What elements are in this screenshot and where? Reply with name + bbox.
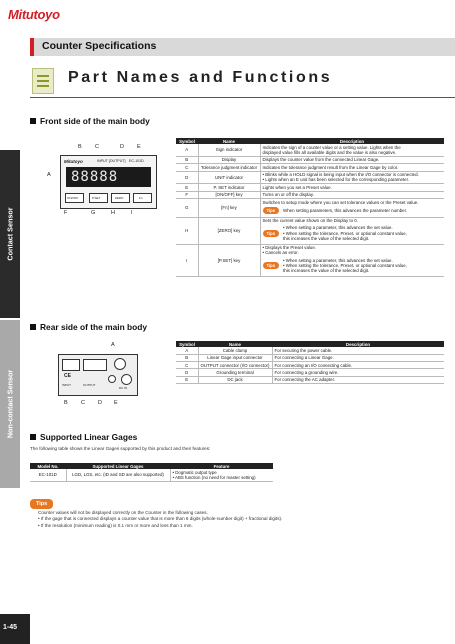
- gages-table: [30, 463, 273, 482]
- feature-cell: [170, 469, 273, 481]
- description-cell: For connecting a Linear Gage.: [272, 354, 444, 361]
- rear-callout-d: D: [98, 400, 102, 406]
- rear-callout-b: B: [64, 400, 68, 406]
- table-row: [176, 361, 444, 368]
- rear-section-heading: Rear side of the main body: [30, 322, 147, 332]
- table-header-cell: Name: [198, 341, 272, 347]
- name-cell: [ON/OFF] key: [198, 191, 260, 198]
- gages-cell: LGD, LGS, etc. (ID and SD are also supported): [66, 469, 170, 481]
- display-digits: 88888: [71, 169, 119, 185]
- callout-h: H: [111, 210, 115, 216]
- tips-text: • When setting the tolerance, Preset, or optional constant value,: [283, 230, 407, 236]
- name-cell: [P.SET] key: [198, 244, 260, 276]
- description-line: Indicates the sign of a counter value or a setting value. Lights when the: [262, 144, 401, 150]
- tips-box: [263, 258, 443, 274]
- description-line: Sets the current value shown on the Display to 0.: [262, 218, 358, 224]
- name-cell: Cable clamp: [198, 347, 272, 354]
- callout-a: A: [47, 172, 51, 178]
- description-cell: [260, 244, 444, 276]
- front-device-body: [60, 155, 157, 209]
- symbol-cell: B: [176, 156, 198, 163]
- table-row: [176, 144, 444, 156]
- name-cell: Linear Gage input connector: [198, 354, 272, 361]
- name-cell: Sign indicator: [198, 144, 260, 156]
- table-row: [176, 184, 444, 191]
- bottom-tips-text: [38, 510, 448, 529]
- key-label: P.SET: [92, 196, 101, 200]
- front-device-figure: [38, 140, 158, 220]
- dc-jack: [121, 374, 132, 385]
- tips-text: • When setting a parameter, this advances the set value.: [283, 225, 393, 231]
- ce-mark: CE: [64, 373, 71, 379]
- table-row: [176, 164, 444, 171]
- description-line: displayed value fills all available digits and the value is also negative.: [262, 150, 397, 155]
- description-line: Switches to setup mode where you can set tolerance values or the Preset value.: [262, 199, 419, 205]
- table-row: [176, 156, 444, 163]
- symbol-cell: B: [176, 354, 198, 361]
- callout-d: D: [120, 144, 124, 150]
- callout-f: F: [64, 210, 68, 216]
- feature-line: • Dogmatic output type: [172, 469, 217, 475]
- callout-b: B: [78, 144, 82, 150]
- onoff-key[interactable]: [65, 193, 84, 203]
- description-cell: Indicates the tolerance judgment result from the Linear Gage by color.: [260, 164, 444, 171]
- table-header-cell: Description: [272, 341, 444, 347]
- model-cell: EC-101D: [30, 469, 66, 481]
- description-cell: Displays the counter value from the connected Linear Gage.: [260, 156, 444, 163]
- tips-text: When setting parameters, this advances the parameter number.: [283, 207, 408, 213]
- callout-i: I: [131, 210, 133, 216]
- table-header-cell: Feature: [170, 463, 273, 469]
- tips-badge: Tips: [263, 230, 280, 237]
- grounding-terminal: [108, 375, 116, 383]
- table-row: [176, 244, 444, 276]
- name-cell: Display: [198, 156, 260, 163]
- rear-device-figure: [48, 342, 148, 412]
- description-cell: For securing the power cable.: [272, 347, 444, 354]
- description-cell: [260, 198, 444, 217]
- output-connector: [83, 359, 107, 371]
- side-tab-non-contact-sensor: [0, 320, 20, 488]
- table-row: [176, 369, 444, 376]
- tips-badge: Tips: [263, 262, 280, 269]
- description-cell: For connecting a grounding wire.: [272, 369, 444, 376]
- symbol-cell: F: [176, 191, 198, 198]
- tips-line: • If the resolution (minimum reading) is 0.1 mm or more and less than 1 mm.: [38, 522, 193, 528]
- rear-callout-c: C: [81, 400, 85, 406]
- callout-c: C: [95, 144, 99, 150]
- symbol-cell: A: [176, 144, 198, 156]
- page-title: Part Names and Functions: [68, 69, 333, 86]
- description-line: • Displays the Preset value.: [262, 245, 317, 251]
- table-header-cell: Name: [198, 138, 260, 144]
- dcin-label: DC IN: [119, 386, 128, 390]
- symbol-cell: C: [176, 164, 198, 171]
- tips-line: Counter values will not be displayed correctly on the Counter in the following cases.: [38, 510, 208, 515]
- table-row: [176, 376, 444, 383]
- table-header-cell: Supported Linear Gages: [66, 463, 170, 469]
- table-row: [176, 171, 444, 184]
- device-brand: Mitutoyo: [64, 159, 83, 164]
- cable-clamp: [114, 358, 126, 370]
- rear-callout-a: A: [111, 342, 115, 348]
- description-line: • Lights when an E unit has been selected for the corresponding parameter.: [262, 177, 410, 183]
- tips-badge: Tips: [263, 207, 280, 214]
- rear-device-body: [58, 354, 138, 396]
- tips-text: this increases the value of the selected digit.: [283, 267, 370, 273]
- description-cell: [260, 171, 444, 184]
- symbol-cell: I: [176, 244, 198, 276]
- key-label: ON/OFF: [67, 196, 79, 200]
- section-header-text: Counter Specifications: [42, 40, 157, 52]
- section-header-bar: [30, 38, 455, 56]
- linear-gage-connector: [62, 359, 80, 371]
- name-cell: [ZERO] key: [198, 217, 260, 244]
- tips-line: • If the gage that is connected displays a counter value that is more than 6 digits (whole-number digit) + fractional digits).: [38, 516, 283, 522]
- description-line: • Blinks while a HOLD signal is being input when the I/O connector is connected.: [262, 172, 419, 178]
- name-cell: Grounding terminal: [198, 369, 272, 376]
- side-tab-label: Non-contact Sensor: [5, 369, 15, 439]
- callout-e: E: [137, 144, 141, 150]
- symbol-cell: E: [176, 184, 198, 191]
- tips-text: • When setting the tolerance, Preset, or optional constant value,: [283, 262, 407, 268]
- brand-logo: Mitutoyo: [8, 7, 60, 22]
- device-model: EC-101D: [129, 159, 144, 163]
- name-cell: P. SET indicator: [198, 184, 260, 191]
- device-tag: INPUT [OUTPUT]: [97, 159, 126, 163]
- symbol-cell: D: [176, 171, 198, 184]
- tips-text: this increases the value of the selected digit.: [283, 235, 370, 241]
- description-cell: Turns on or off the display.: [260, 191, 444, 198]
- zero-key[interactable]: [111, 193, 130, 203]
- front-section-heading: Front side of the main body: [30, 116, 150, 126]
- tips-badge: Tips: [30, 499, 53, 509]
- table-header-cell: Symbol: [176, 341, 198, 347]
- feature-line: • ABS function (no need for master setting): [172, 475, 256, 480]
- page-number: 1-45: [3, 624, 18, 631]
- symbol-cell: E: [176, 376, 198, 383]
- tips-box: [263, 207, 443, 214]
- description-cell: For connecting the AC adapter.: [272, 376, 444, 383]
- gages-intro: The following table shows the Linear Gages supported by this product and their features:: [30, 446, 211, 451]
- name-cell: OUTPUT connector (I/O connector): [198, 361, 272, 368]
- tips-text: • When setting a parameter, this advances the set value.: [283, 257, 393, 263]
- side-tab-label: Contact Sensor: [5, 207, 15, 261]
- description-cell: For connecting an I/O connecting cable.: [272, 361, 444, 368]
- key-label: Fn: [139, 196, 143, 200]
- table-row: [176, 347, 444, 354]
- table-row: [176, 354, 444, 361]
- symbol-cell: G: [176, 198, 198, 217]
- document-icon: [32, 68, 54, 94]
- symbol-cell: H: [176, 217, 198, 244]
- device-display: [66, 167, 151, 187]
- output-label: OUTPUT: [83, 383, 96, 387]
- rear-parts-table: [176, 341, 444, 384]
- rear-callout-e: E: [114, 400, 118, 406]
- table-header-cell: Description: [260, 138, 444, 144]
- name-cell: [Fn] key: [198, 198, 260, 217]
- table-row: [176, 191, 444, 198]
- symbol-cell: C: [176, 361, 198, 368]
- description-cell: [260, 144, 444, 156]
- input-label: INPUT: [62, 383, 71, 387]
- symbol-cell: A: [176, 347, 198, 354]
- front-parts-table: [176, 138, 444, 277]
- table-header-cell: Model No.: [30, 463, 66, 469]
- key-label: ZERO: [115, 196, 124, 200]
- description-line: • Cancels an error.: [262, 250, 299, 256]
- name-cell: UNIT indicator: [198, 171, 260, 184]
- page-number-tab: [0, 614, 30, 644]
- title-divider: [30, 97, 455, 98]
- tips-box: [263, 225, 443, 241]
- table-row: [176, 217, 444, 244]
- pset-key[interactable]: [89, 193, 108, 203]
- gages-section-heading: Supported Linear Gages: [30, 432, 137, 442]
- name-cell: DC jack: [198, 376, 272, 383]
- description-cell: [260, 217, 444, 244]
- side-tab-contact-sensor: [0, 150, 20, 318]
- description-cell: Lights when you set a Preset value.: [260, 184, 444, 191]
- table-header-cell: Symbol: [176, 138, 198, 144]
- table-row: [30, 469, 273, 481]
- symbol-cell: D: [176, 369, 198, 376]
- fn-key[interactable]: [133, 193, 152, 203]
- table-row: [176, 198, 444, 217]
- name-cell: Tolerance judgment indicator: [198, 164, 260, 171]
- callout-g: G: [91, 210, 96, 216]
